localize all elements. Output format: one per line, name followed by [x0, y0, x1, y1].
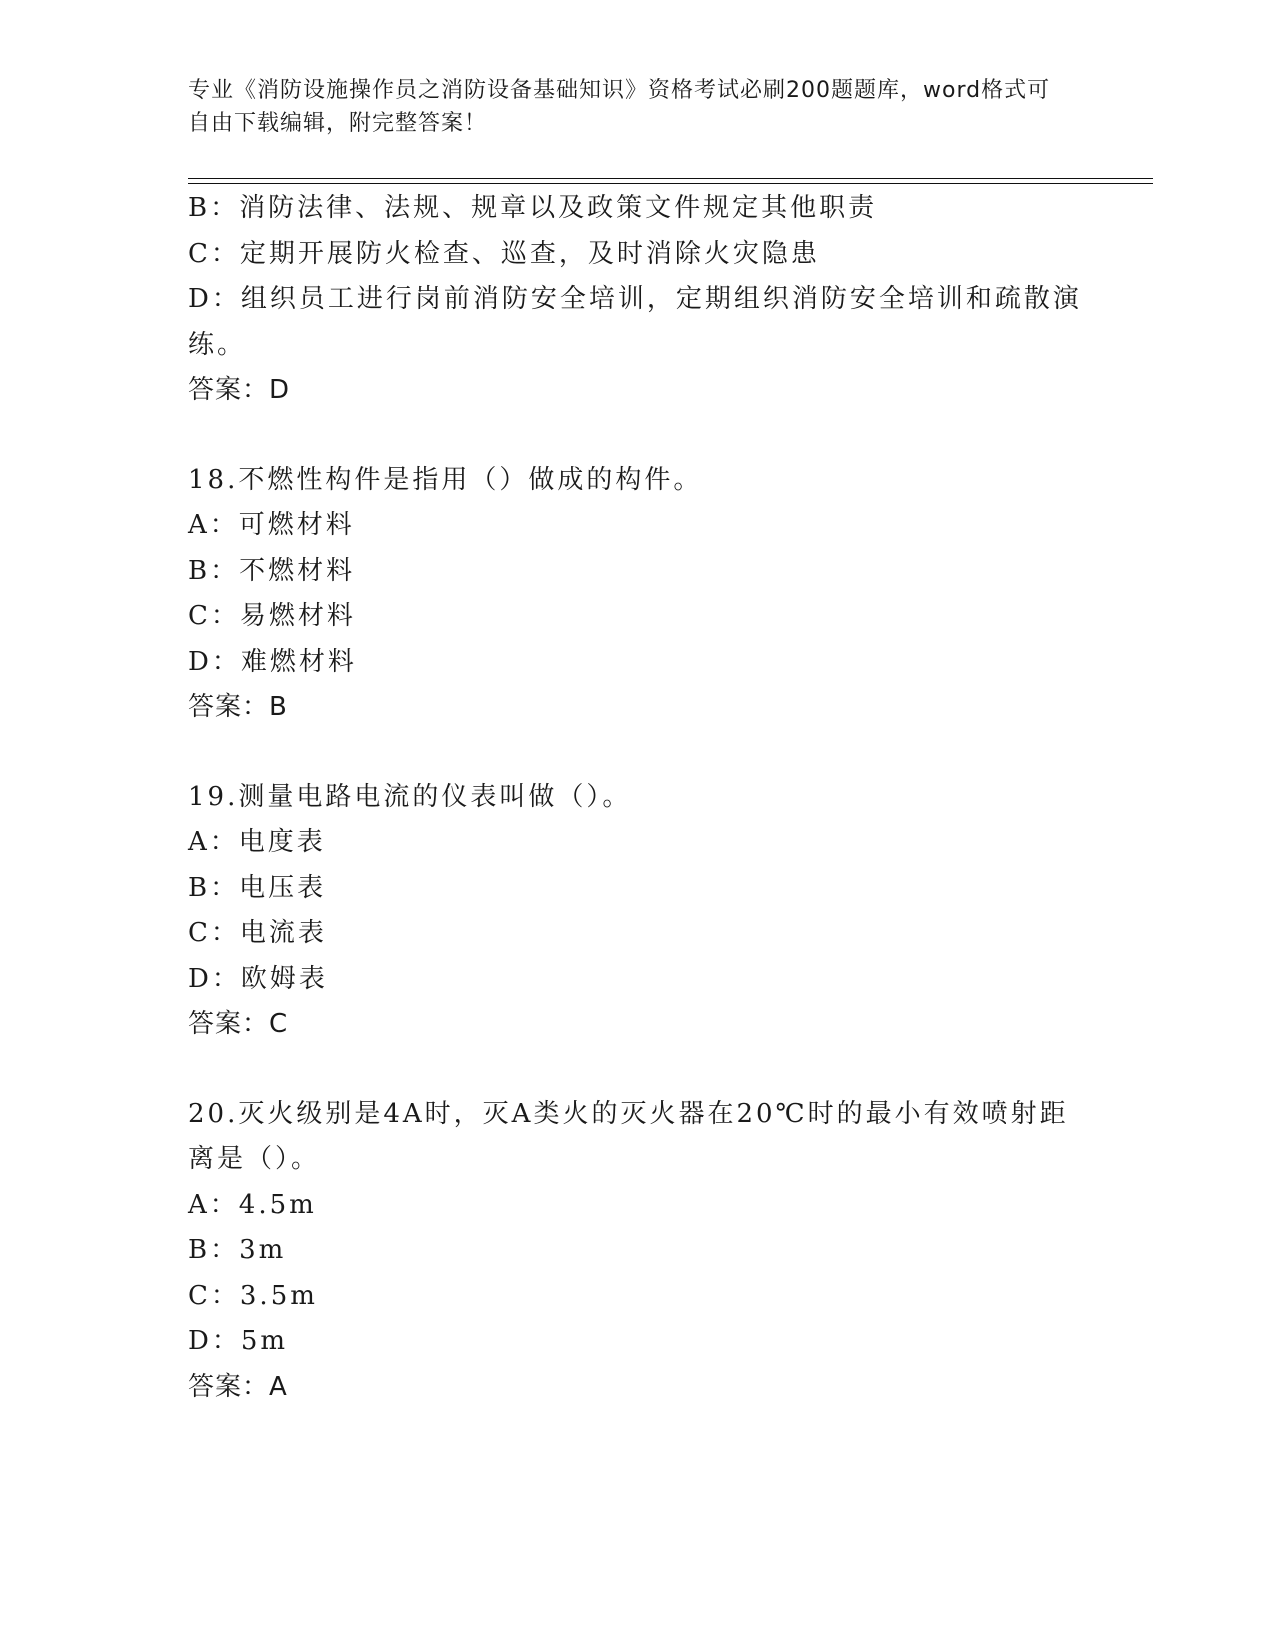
option-c: C：电流表	[188, 918, 327, 948]
answer-label: 答案：	[188, 1371, 270, 1402]
answer-value: C	[269, 1009, 289, 1039]
answer-label: 答案：	[188, 692, 270, 722]
question-block-19	[188, 775, 1088, 1048]
answer-label: 答案：	[188, 1009, 270, 1039]
option-c: C：定期开展防火检查、巡查，及时消除火灾隐患	[188, 238, 820, 269]
option-b: B：不燃材料	[188, 555, 356, 586]
answer-line	[188, 368, 1088, 414]
option-a: A：电度表	[188, 827, 326, 857]
document-header	[188, 74, 1068, 140]
option-c: C：易燃材料	[188, 601, 356, 631]
answer-value: A	[269, 1371, 288, 1402]
option-d: D：5m	[188, 1326, 289, 1356]
answer-line	[188, 1365, 1088, 1411]
question-block-17	[188, 186, 1088, 414]
answer-value: B	[269, 692, 288, 722]
header-divider-bottom	[188, 183, 1153, 184]
document-title: 专业《消防设施操作员之消防设备基础知识》资格考试必刷200题题库，word格式可自由下载编辑，附完整答案！	[188, 78, 1051, 136]
question-text: 19.测量电路电流的仪表叫做（）。	[188, 781, 632, 812]
option-c: C：3.5m	[188, 1280, 318, 1311]
option-d: D：组织员工进行岗前消防安全培训，定期组织消防安全培训和疏散演练。	[188, 284, 1082, 360]
answer-line	[188, 685, 1088, 731]
header-divider-top	[188, 178, 1153, 179]
answer-line	[188, 1002, 1088, 1048]
option-d: D：欧姆表	[188, 963, 328, 994]
question-block-20	[188, 1092, 1088, 1411]
question-text: 18.不燃性构件是指用（）做成的构件。	[188, 464, 703, 495]
answer-value: D	[269, 375, 291, 405]
option-b: B：3m	[188, 1235, 287, 1265]
question-list	[188, 186, 1088, 1410]
option-d: D：难燃材料	[188, 646, 357, 677]
option-b: B：消防法律、法规、规章以及政策文件规定其他职责	[188, 193, 878, 223]
answer-label: 答案：	[188, 375, 270, 405]
question-block-18	[188, 458, 1088, 731]
option-a: A：4.5m	[188, 1189, 317, 1220]
option-a: A：可燃材料	[188, 510, 355, 540]
option-b: B：电压表	[188, 872, 327, 903]
question-text: 20.灭火级别是4A时，灭A类火的灭火器在20℃时的最小有效喷射距离是（）。	[188, 1098, 1069, 1174]
